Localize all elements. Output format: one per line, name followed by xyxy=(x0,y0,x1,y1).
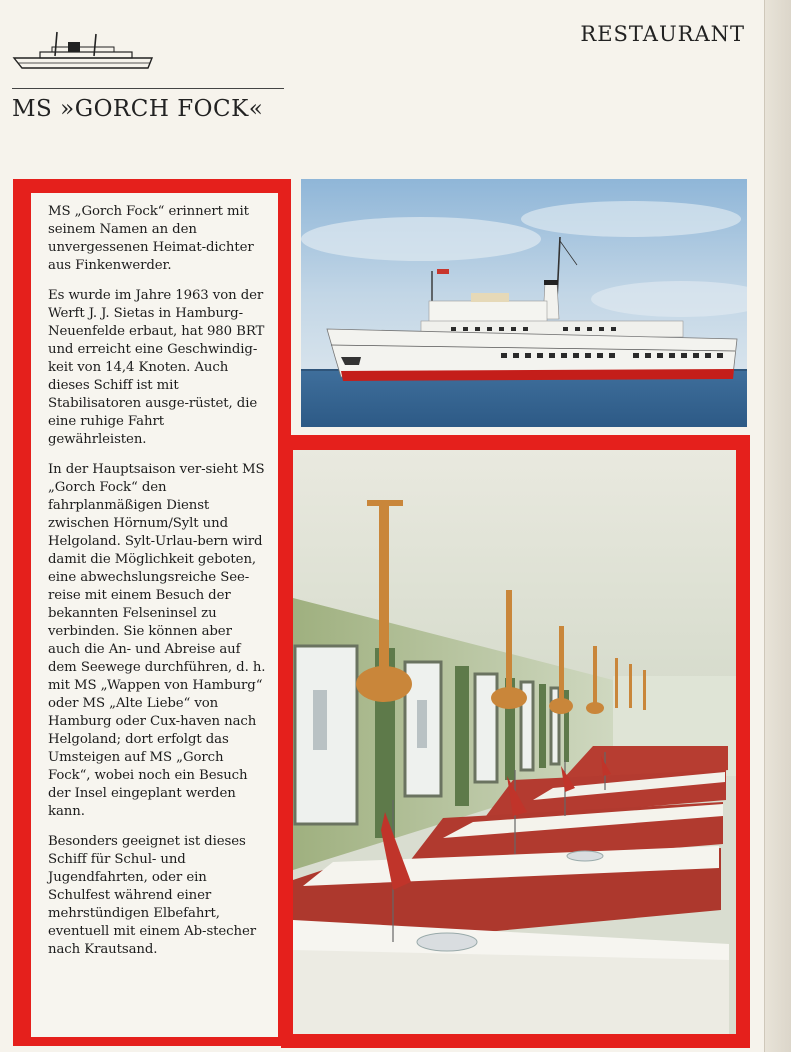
page-edge xyxy=(764,0,791,1052)
ship-photo xyxy=(301,179,747,427)
title-rule xyxy=(12,88,284,89)
ship-silhouette-icon xyxy=(12,28,156,74)
paragraph-3: In der Hauptsaison ver-sieht MS „Gorch Fock“ den fahrplanmäßigen Dienst zwischen Hörnum/Sylt und Helgoland. Sylt-Urlau-bern wird damit die Möglichkeit geboten, eine abwechslungsreiche See-reise mit einem Besuch der bekannten Felseninsel zu verbinden. Sie können aber auch die An- und Abreise auf dem Seewege durchführen, d. h. mit MS „Wappen von Hamburg“ oder MS „Alte Liebe“ von Hamburg oder Cux-haven nach Helgoland; dort erfolgt das Umsteigen auf MS „Gorch Fock“, wobei noch ein Besuch der Insel eingeplant werden kann. xyxy=(48,462,266,819)
paragraph-4: Besonders geeignet ist dieses Schiff für Schul- und Jugendfahrten, oder ein Schulfest während einer mehrstündigen Elbefahrt, eventuell mit einem Ab-stecher nach Krautsand. xyxy=(48,834,257,957)
ship-title: MS »GORCH FOCK« xyxy=(12,96,264,122)
restaurant-interior-photo xyxy=(293,450,736,1034)
article-text xyxy=(31,193,278,1037)
section-label: RESTAURANT xyxy=(580,22,745,46)
paragraph-1: MS „Gorch Fock“ erinnert mit seinem Namen an den unvergessenen Heimat-dichter aus Finkenwerder. xyxy=(48,204,254,273)
paragraph-2: Es wurde im Jahre 1963 von der Werft J. J. Sietas in Hamburg-Neuenfelde erbaut, hat 980 BRT und erreicht eine Geschwindig-keit von 14,4 Knoten. Auch dieses Schiff ist mit Stabilisatoren ausge-rüstet, die eine ruhige Fahrt gewährleisten. xyxy=(48,288,265,447)
article-frame xyxy=(13,179,291,1046)
